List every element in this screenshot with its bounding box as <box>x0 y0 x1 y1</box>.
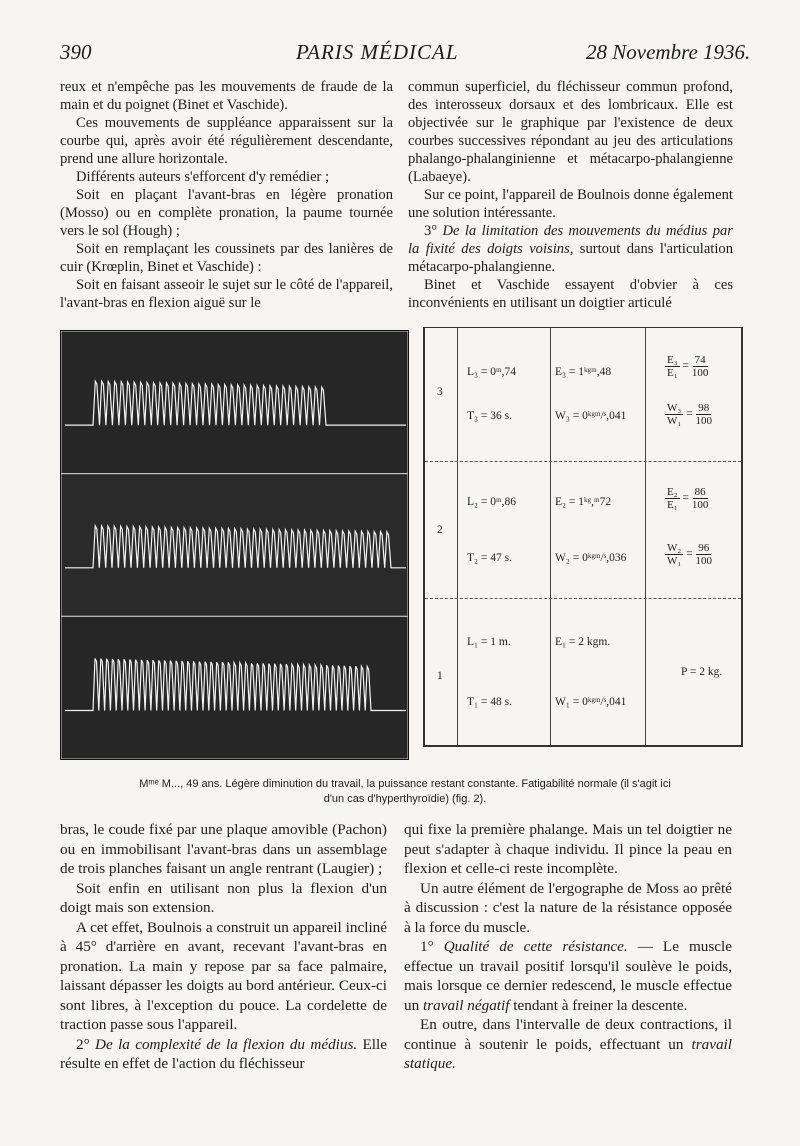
paragraph: bras, le coude fixé par une plaque amovible (Pachon) ou en immobilisant l'avant-bras dans un assemblage de trois planches faisant un angle rentrant (Laugier) ; <box>60 821 387 877</box>
paragraph: 3° De la limitation des mouvements du médius par la fixité des doigts voisins, surtout dans l'articulation métacarpo-phalangienne. <box>408 223 733 275</box>
paragraph: reux et n'empêche pas les mouvements de fraude de la main et du poignet (Binet et Vaschide). <box>60 79 393 113</box>
paragraph: qui fixe la première phalange. Mais un tel doigtier ne peut s'adapter à chaque individu. Il pince la peau en flexion et celle-ci reste incomplète. <box>404 821 732 877</box>
paragraph: commun superficiel, du fléchisseur commun profond, des interosseux dorsaux et des lombricaux. Elle est objectivée sur le graphique par l'existence de deux courbes successives répondant au jeu des articulations phalango-phalanginienne et métacarpo-phalangienne (Labaeye). <box>408 79 733 185</box>
length-value: L₂ = 0ᵐ,86 <box>467 496 517 508</box>
figure-caption: Mᵐᵉ M..., 49 ans. Légère diminution du travail, la puissance restant constante. Fatigabilité normale (il s'agit ici d'un cas d'hyperthyroïdie) (fig. 2). <box>139 778 671 805</box>
time-value: T₂ = 47 s. <box>467 552 512 564</box>
paragraph: Soit en faisant asseoir le sujet sur le côté de l'appareil, l'avant-bras en flexion aiguë sur le <box>60 277 393 311</box>
paragraph: Ces mouvements de suppléance apparaissent sur la courbe qui, après avoir été régulièrement descendante, prend une allure horizontale. <box>60 115 393 167</box>
power-ratio: $\frac{\text{W₂}}{\text{W₁}}$ = $\frac{96}{100}$ <box>667 542 712 567</box>
time-value: T₁ = 48 s. <box>467 696 512 708</box>
paragraph: Binet et Vaschide essayent d'obvier à ces inconvénients en utilisant un doigtier articulé <box>408 277 733 311</box>
bottom-right-column <box>404 820 732 1074</box>
ergogram-figure <box>60 330 409 760</box>
paragraph: A cet effet, Boulnois a construit un appareil incliné à 45° d'arrière en avant, recevant l'avant-bras en pronation. La main y repose par sa face palmaire, laissant dépasser les doigts au bord antérieur. Ceux-ci sont libres, à l'exception du pouce. La cordelette de traction passe sous l'appareil. <box>60 918 387 1033</box>
paragraph: En outre, dans l'intervalle de deux contractions, il continue à soutenir le poids, effectuant un travail statique. <box>404 1016 732 1072</box>
page-number: 390 <box>60 40 92 64</box>
work-value: E₃ = 1ᵏᵍᵐ,48 <box>555 366 612 378</box>
time-value: T₃ = 36 s. <box>467 410 512 422</box>
paragraph: Soit enfin en utilisant non plus la flexion d'un doigt mais son extension. <box>60 879 387 916</box>
row-number: 3 <box>437 386 443 398</box>
weight-value: P = 2 kg. <box>681 666 723 678</box>
length-value: L₃ = 0ᵐ,74 <box>467 366 517 378</box>
power-value: W₃ = 0ᵏᵍᵐ/ˢ,041 <box>555 410 627 422</box>
paragraph: Soit en remplaçant les coussinets par des lanières de cuir (Krœplin, Binet et Vaschide) : <box>60 241 393 275</box>
power-value: W₂ = 0ᵏᵍᵐ/ˢ,036 <box>555 552 627 564</box>
journal-title: PARIS MÉDICAL <box>296 40 459 64</box>
ergogram-table <box>423 327 743 747</box>
paragraph: 1° Qualité de cette résistance. — Le muscle effectue un travail positif lorsqu'il soulève le poids, mais lorsque ce dernier redescend, le muscle effectue un travail négatif tendant à freiner la descente. <box>404 938 732 1014</box>
length-value: L₁ = 1 m. <box>467 636 511 648</box>
top-right-column <box>408 78 733 312</box>
work-ratio: $\frac{\text{E₂}}{\text{E₁}}$ = $\frac{86}{100}$ <box>667 486 709 511</box>
power-value: W₁ = 0ᵏᵍᵐ/ˢ,041 <box>555 696 627 708</box>
paragraph: Soit en plaçant l'avant-bras en légère pronation (Mosso) ou en complète pronation, la paume tournée vers le sol (Hough) ; <box>60 187 393 239</box>
paragraph: Différents auteurs s'efforcent d'y remédier ; <box>76 169 330 185</box>
work-ratio: $\frac{\text{E₃}}{\text{E₁}}$ = $\frac{74}{100}$ <box>667 354 709 379</box>
table-row <box>425 462 741 599</box>
bottom-left-column <box>60 820 387 1074</box>
issue-date: 28 Novembre 1936. <box>586 40 751 64</box>
top-left-column <box>60 78 393 312</box>
table-row <box>425 600 741 746</box>
table-row <box>425 328 741 462</box>
paragraph: 2° De la complexité de la flexion du médius. Elle résulte en effet de l'action du fléchisseur <box>60 1035 387 1072</box>
paragraph: Sur ce point, l'appareil de Boulnois donne également une solution intéressante. <box>408 187 733 221</box>
ergogram-panel <box>61 616 408 759</box>
work-value: E₂ = 1ᵏᵍ,ᵐ72 <box>555 496 612 508</box>
power-ratio: $\frac{\text{W₃}}{\text{W₁}}$ = $\frac{98}{100}$ <box>667 402 712 427</box>
work-value: E₁ = 2 kgm. <box>555 636 611 648</box>
row-number: 1 <box>437 670 443 682</box>
ergogram-traces <box>61 331 408 759</box>
row-number: 2 <box>437 524 443 536</box>
paragraph: Un autre élément de l'ergographe de Moss ao prêté à discussion : c'est la nature de la résistance opposée à la force du muscle. <box>404 879 732 936</box>
